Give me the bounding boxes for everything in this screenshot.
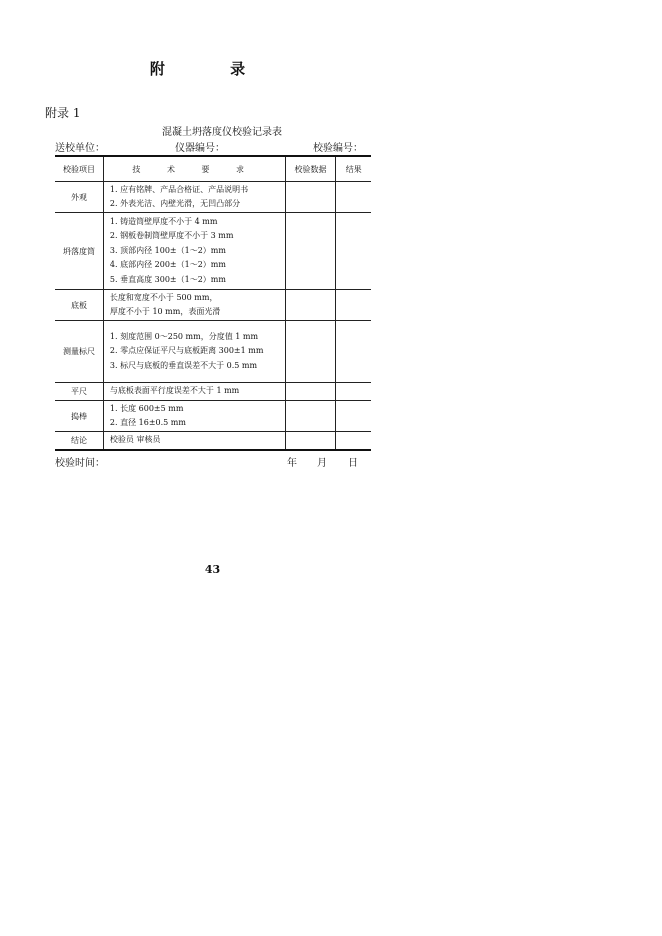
table-row — [55, 182, 371, 213]
row-requirements — [103, 321, 285, 383]
month-label: 月 — [317, 458, 327, 469]
calibration-label: 校验编号： — [313, 143, 363, 154]
day-label: 日 — [348, 458, 358, 469]
requirement-line: 2. 外表光洁、内壁光滑，无凹凸部分 — [109, 199, 241, 208]
requirement-line: 长度和宽度不小于 500 mm， — [109, 292, 218, 302]
row-item: 平尺 — [55, 383, 103, 401]
requirement-line: 3. 顶部内径 100±（1～2）mm — [109, 245, 226, 255]
table-row — [55, 213, 371, 290]
table-row — [55, 290, 371, 321]
year-label: 年 — [287, 458, 297, 469]
row-result-cell — [336, 321, 371, 383]
row-result-cell — [336, 432, 371, 450]
form-title: 混凝土坍落度仪校验记录表 — [162, 127, 282, 138]
header-item: 校验项目 — [55, 156, 103, 182]
requirement-line: 校验员 审核员 — [109, 435, 161, 444]
row-item: 结论 — [55, 432, 103, 450]
table-header-row — [55, 156, 371, 182]
page-heading: 附 录 — [149, 60, 276, 78]
table-row — [55, 432, 371, 450]
row-result-cell — [336, 383, 371, 401]
requirement-line: 4. 底部内径 200±（1～2）mm — [109, 260, 226, 270]
row-requirements — [103, 182, 285, 213]
row-result-cell — [336, 290, 371, 321]
row-requirements — [103, 383, 285, 401]
row-item: 底板 — [55, 290, 103, 321]
row-item: 捣棒 — [55, 401, 103, 432]
row-requirements — [103, 213, 285, 290]
row-data-cell — [285, 290, 336, 321]
row-data-cell — [285, 401, 336, 432]
calibration-record-table — [55, 155, 371, 451]
requirement-line: 与底板表面平行度误差不大于 1 mm — [109, 386, 240, 396]
header-data: 校验数据 — [285, 156, 336, 182]
requirement-line: 2. 直径 16±0.5 mm — [109, 418, 186, 427]
row-item: 外观 — [55, 182, 103, 213]
requirement-line: 2. 零点应保证平尺与底板距离 300±1 mm — [109, 346, 264, 356]
requirement-line: 厚度不小于 10 mm，表面光滑 — [109, 307, 221, 316]
requirement-line: 3. 标尺与底板的垂直误差不大于 0.5 mm — [109, 360, 258, 370]
table-row — [55, 383, 371, 401]
appendix-label: 附录 1 — [45, 106, 81, 120]
row-item: 测量标尺 — [55, 321, 103, 383]
requirement-line: 1. 刻度范围 0～250 mm，分度值 1 mm — [109, 331, 259, 341]
row-item: 坍落度筒 — [55, 213, 103, 290]
row-data-cell — [285, 213, 336, 290]
requirement-line: 1. 应有铭牌、产品合格证、产品说明书 — [109, 184, 249, 194]
row-requirements — [103, 290, 285, 321]
table-row — [55, 321, 371, 383]
requirement-line: 5. 垂直高度 300±（1～2）mm — [109, 274, 226, 284]
date-label: 校验时间： — [55, 458, 105, 469]
row-result-cell — [336, 401, 371, 432]
page-number: 43 — [204, 563, 221, 576]
row-requirements — [103, 432, 285, 450]
requirement-line: 1. 长度 600±5 mm — [109, 403, 184, 413]
row-data-cell — [285, 182, 336, 213]
header-result: 结果 — [336, 156, 371, 182]
row-data-cell — [285, 432, 336, 450]
row-data-cell — [285, 383, 336, 401]
instrument-label: 仪器编号： — [175, 143, 225, 154]
row-result-cell — [336, 182, 371, 213]
unit-label: 送校单位： — [55, 143, 105, 154]
row-result-cell — [336, 213, 371, 290]
table-row — [55, 401, 371, 432]
row-data-cell — [285, 321, 336, 383]
requirement-line: 1. 铸造筒壁厚度不小于 4 mm — [109, 216, 218, 226]
header-requirements: 技 术 要 求 — [103, 156, 285, 182]
row-requirements — [103, 401, 285, 432]
requirement-line: 2. 钢板卷制筒壁厚度不小于 3 mm — [109, 231, 234, 241]
